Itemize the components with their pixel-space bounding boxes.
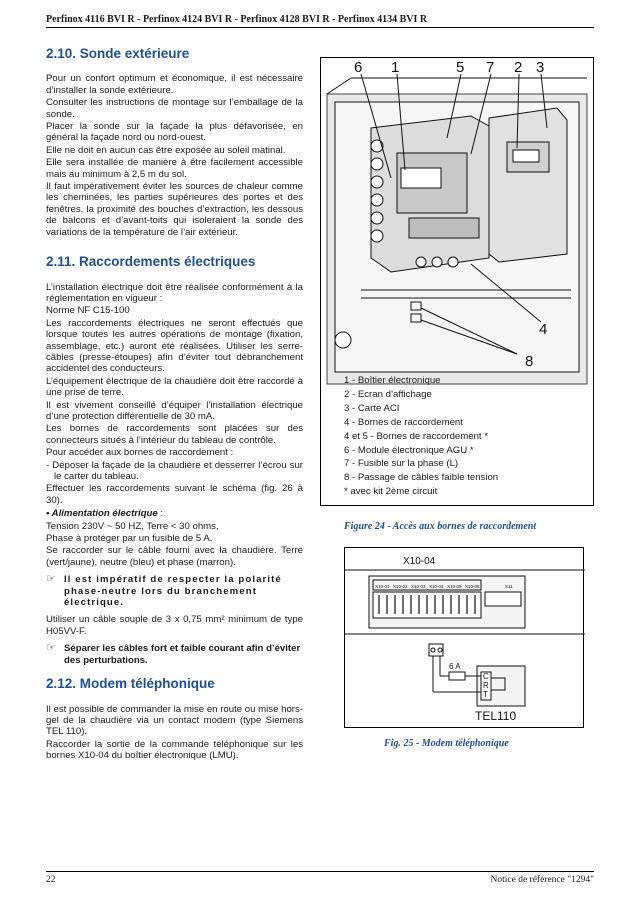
section-title-2-10: 2.10. Sonde extérieure bbox=[46, 46, 190, 61]
legend-item: 8 - Passage de câbles faible tension bbox=[344, 472, 499, 484]
fuse-label: 6 A bbox=[449, 662, 461, 671]
note-text: Séparer les câbles fort et faible courant afin d’éviter des perturbations. bbox=[64, 643, 301, 666]
left-column bbox=[46, 44, 303, 763]
para: L’équipement électrique de la chaudière doit être raccordé à une prise de terre. bbox=[46, 375, 303, 399]
page-number: 22 bbox=[46, 875, 56, 885]
callout-7: 7 bbox=[486, 59, 495, 76]
callout-3: 3 bbox=[536, 59, 545, 76]
section-title-2-11: 2.11. Raccordements électriques bbox=[46, 254, 256, 270]
terminal-c: C bbox=[483, 672, 489, 681]
figure-24-caption: Figure 24 - Accès aux bornes de raccordement bbox=[344, 521, 537, 532]
bullet-item: - Déposer la façade de la chaudière et desserrer l’écrou sur le carter du tableau. bbox=[46, 459, 303, 482]
para: Tension 230V ~ 50 HZ, Terre < 30 ohms, bbox=[46, 520, 219, 532]
terminal-label: X10-03 bbox=[411, 584, 426, 589]
callout-4: 4 bbox=[539, 321, 548, 338]
para: Elle sera installée de manière à être facilement accessible mais au minimum à 2,5 m du sol. bbox=[46, 157, 303, 180]
para: Pour un confort optimum et économique, il est nécessaire d’installer la sonde extérieure. bbox=[46, 73, 303, 96]
x11-label: X11 bbox=[505, 584, 513, 589]
alim-label: • Alimentation électrique bbox=[46, 508, 158, 520]
legend-item: 4 et 5 - Bornes de raccordement * bbox=[344, 430, 488, 442]
callout-2: 2 bbox=[514, 59, 523, 76]
terminal-t: T bbox=[483, 690, 488, 699]
device-label: TEL110 bbox=[475, 709, 517, 723]
note-text: Il est impératif de respecter la polarité phase-neutre lors du branchement électrique. bbox=[64, 574, 282, 609]
note-cables bbox=[46, 643, 303, 666]
terminal-label: X10-04 bbox=[429, 584, 444, 589]
para: Norme NF C15-100 bbox=[46, 305, 130, 317]
pointing-hand-icon: ☞ bbox=[46, 573, 56, 586]
page-footer bbox=[46, 871, 594, 885]
para: Utiliser un câble souple de 3 x 0,75 mm² minimum de type H05VV-F. bbox=[46, 614, 303, 637]
terminal-label: X10-06 bbox=[465, 584, 480, 589]
para: Raccorder la sortie de la commande téléphonique sur les bornes X10-04 du boîtier électronique (LMU). bbox=[46, 738, 303, 762]
legend-item: 1 - Boîtier électronique bbox=[344, 375, 441, 386]
para: Pour accéder aux bornes de raccordement : bbox=[46, 447, 234, 459]
terminal-r: R bbox=[483, 681, 489, 690]
terminal-label: X10-05 bbox=[447, 584, 462, 589]
legend-item: 2 - Ecran d’affichage bbox=[344, 388, 432, 400]
para: Les bornes de raccordements sont placées sur des connecteurs situés à l’intérieur du tableau de contrôle. bbox=[46, 423, 303, 446]
alim-heading bbox=[46, 508, 303, 519]
modem-wiring-drawing bbox=[345, 548, 585, 729]
para: Phase à protéger par un fusible de 5 A. bbox=[46, 533, 213, 545]
para: Placer la sonde sur la façade la plus défavorisée, en général la façade nord ou nord-ouest. bbox=[46, 121, 303, 144]
document-reference: Notice de référence "1294" bbox=[490, 875, 594, 885]
section-title-2-12: 2.12. Modem téléphonique bbox=[46, 676, 215, 692]
figure-25-caption: Fig. 25 - Modem téléphonique bbox=[384, 738, 509, 749]
para: Il faut impérativement éviter les sources de chaleur comme les cheminées, les parties supérieures des portes et des fenêtres, la proximité des bouches d’extraction, les dessous de balcons et d’avant-toits qui isoleraient la sonde des variations de la température de l’air extérieur. bbox=[46, 181, 303, 238]
para: Il est possible de commander la mise en route ou mise hors-gel de la chaudière via un contact modem (type Siemens TEL 110). bbox=[46, 703, 303, 738]
para: Il est vivement conseillé d’équiper l’installation électrique d’une protection différentielle de 30 mA. bbox=[46, 399, 303, 422]
page-header: Perfinox 4116 BVI R - Perfinox 4124 BVI R - Perfinox 4128 BVI R - Perfinox 4134 BVI R bbox=[46, 14, 594, 28]
legend-item: 3 - Carte ACI bbox=[344, 402, 400, 414]
para: Les raccordements électriques ne seront effectués que lorsque toutes les autres opérations de montage (fixation, assemblage, etc.) auront été réalisées. Utiliser les serre-câbles (presse-étoupes) afin d’éviter tout débranchement accidentel des conducteurs. bbox=[46, 317, 303, 375]
alim-colon: : bbox=[157, 508, 164, 520]
legend-item: 4 - Bornes de raccordement bbox=[344, 416, 463, 428]
figure-24-legend bbox=[344, 374, 498, 499]
para: Se raccorder sur le câble fourni avec la chaudière. Terre (vert/jaune), neutre (bleu) et phase (marron). bbox=[46, 545, 303, 568]
note-polarity bbox=[46, 574, 303, 608]
para: Consulter les instructions de montage sur l’emballage de la sonde. bbox=[46, 97, 303, 120]
terminal-label: X10-01 bbox=[375, 584, 390, 589]
callout-5: 5 bbox=[456, 59, 465, 76]
connector-label: X10-04 bbox=[403, 556, 436, 567]
figure-25-frame bbox=[344, 547, 584, 728]
pointing-hand-icon: ☞ bbox=[46, 642, 56, 655]
terminal-label: X10-02 bbox=[393, 584, 408, 589]
callout-1: 1 bbox=[391, 59, 400, 76]
para: L’installation électrique doit être réalisée conformément à la réglementation en vigueur : bbox=[46, 281, 303, 304]
legend-item: 7 - Fusible sur la phase (L) bbox=[344, 458, 459, 470]
legend-item: 6 - Module électronique AGU * bbox=[344, 444, 474, 456]
legend-item: * avec kit 2ème circuit bbox=[344, 486, 438, 498]
para: Elle ne doit en aucun cas être exposée au soleil matinal. bbox=[46, 144, 286, 156]
callout-6: 6 bbox=[354, 59, 363, 76]
para: Effectuer les raccordements suivant le schéma (fig. 26 à 30). bbox=[46, 483, 303, 506]
callout-8: 8 bbox=[525, 353, 534, 370]
